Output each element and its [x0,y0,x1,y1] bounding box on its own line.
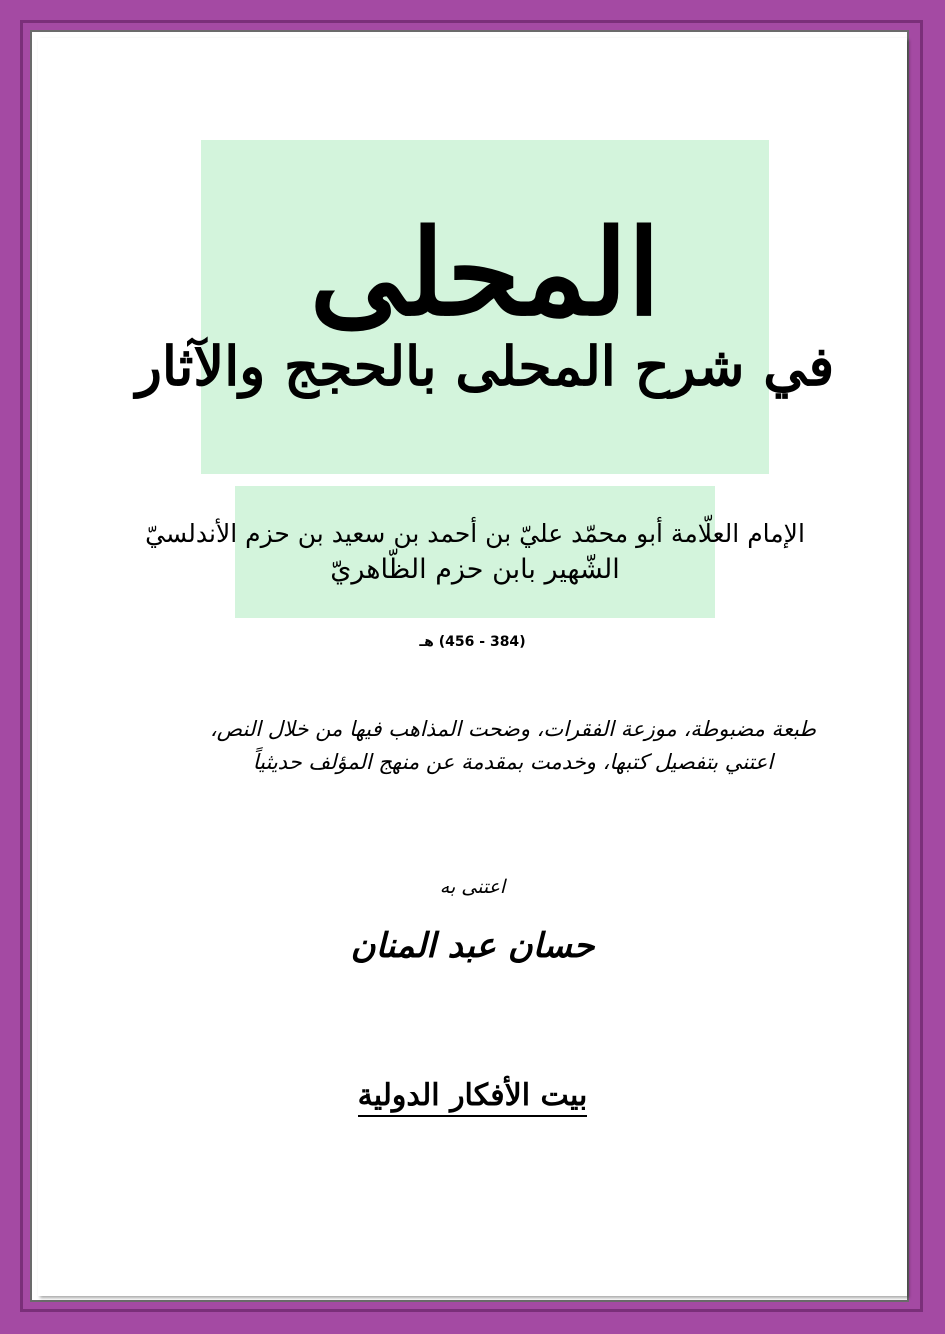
description-line-2: اعتني بتفصيل كتبها، وخدمت بمقدمة عن منهج المؤلف حديثياً [252,749,774,774]
publisher-name: بيت الأفكار الدولية [358,1078,588,1117]
editor-name: حسان عبد المنان [350,926,595,966]
book-title: المحلى [309,203,661,342]
author-epithet: الشّهير بابن حزم الظّاهريّ [330,553,620,585]
author-panel [145,486,805,618]
edition-description [198,713,828,778]
author-name: الإمام العلّامة أبو محمّد عليّ بن أحمد بن سعيد بن حزم الأندلسيّ [145,518,805,548]
title-panel [135,140,835,474]
book-subtitle: في شرح المحلى بالحجج والآثار [135,333,835,398]
description-line-1: طبعة مضبوطة، موزعة الفقرات، وضحت المذاهب فيها من خلال النص، [210,717,816,741]
author-dates: (384 - 456) هـ [419,634,526,650]
book-cover-page [38,38,907,1296]
publisher-logo [38,1078,907,1117]
editor-label: اعتنى به [439,876,506,898]
